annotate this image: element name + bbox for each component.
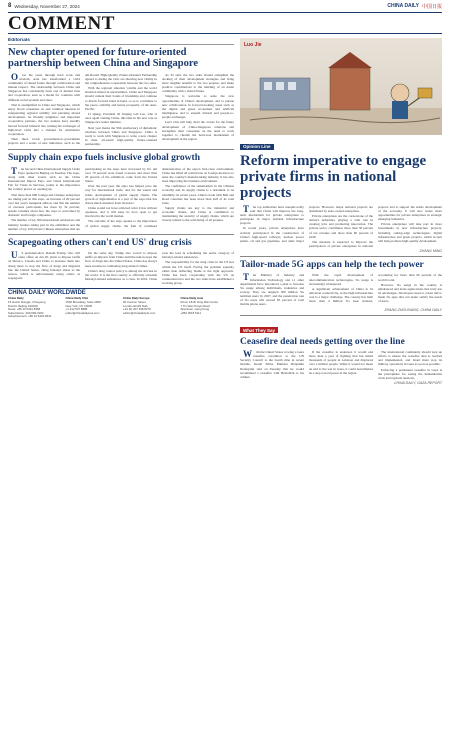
editorial-headline: New chapter opened for future-oriented partnership between China and Singapore (8, 47, 199, 70)
paragraph: Private enterprises are the cornerstone of the nation's industries, playing a vital role in creating jobs and promoting innovation. The private sector contributes more than 50 percent of tax revenue and more than 60 percent of GDP. (309, 213, 373, 239)
cartoon-illustration (240, 38, 442, 135)
scapegoat-headline: Scapegoating others can't end US' drug crisis (8, 237, 192, 248)
paragraph: Singapore is welcome to seize the new opportunities of China's development, and to pursue new collaboration in forward-looking areas such as the digital and green economies and artificial intelligence, and to expand cultural and people-to-people exchanges. (162, 94, 234, 120)
footer-heading: CHINA DAILY WORLDWIDE (8, 290, 86, 297)
paragraph: With the United States vowing a Gaza ceasefire resolution at the UN Security Council to the fourth time in recent months, Israeli Prime Minister Benjamin Netanyahu said on Tuesday that he would recommend a ceasefire with Hezbollah to his cabinet. (240, 348, 304, 379)
divider (8, 149, 234, 150)
office-line: +852 2518 5111 (180, 310, 202, 315)
scapegoat-body (8, 251, 234, 285)
paragraph: Next year marks the 35th anniversary of diplomatic relations between China and Singapore. China is ready to work with Singapore to write a new chapter in their all-round high-quality future-oriented partnership. (85, 125, 157, 147)
tailor-body (240, 273, 442, 306)
footer-office (123, 297, 177, 319)
office-line: +44 (0) 207 398 8270 (123, 307, 151, 312)
paragraph: That more than 600 foreign and Chinese enterprises are taking part in this expo, an increase of 20 percent over last year's inaugural edition, and that the number of overseas participants has risen by 32 percent, speaks volumes about how the expo is welcomed by domestic and foreign companies. (8, 192, 80, 218)
section-masthead (8, 12, 442, 34)
tailor-byline: ZHANG ZHOUXIANG, CHINA DAILY (384, 307, 442, 312)
paragraph: China would not have achieved what it has without openness, and it will keep its door open to get involved in the world market. (85, 205, 157, 219)
illustrator-credit: Luo Jie (244, 42, 262, 48)
office-line: Advertisement: +86 10 6491 8631 (8, 314, 52, 319)
section-title: COMMENT (8, 13, 115, 34)
office-line: Aberdeen, Hong Kong (180, 307, 210, 312)
opinion-body (240, 205, 442, 249)
office-line: Room 1818, Hing Wai Centre (180, 300, 219, 304)
office-line: editor@chinadailyuk.com (123, 310, 156, 315)
ceasefire-body (240, 350, 442, 380)
editorial-body (8, 73, 234, 147)
footer-office (8, 297, 62, 319)
supply-chain-article (8, 153, 234, 231)
office-line: London EC4N 6HA (123, 303, 148, 308)
paragraph: Supply chains are key to the industrial and economic chains, and China is committed to maintaining the security of supply chains, which are closely related to the well-being of all peoples. (162, 205, 234, 223)
divider (240, 315, 442, 316)
office-line: 7 Tin Wan Praya Road (180, 303, 210, 308)
newspaper-logo-cn: 中国日报 (421, 3, 442, 10)
left-column (8, 38, 234, 319)
ceasefire-headline: Ceasefire deal needs getting over the line (240, 336, 405, 347)
paragraph: A significant achievement of China is its universal connectivity, as the high infrastructure cost is a major challenge. The country has built more than 4 million 5G base stations, accounting for more than 60 percent of the world's total. (309, 273, 442, 304)
paragraph: The responsibility for the drug crisis in the US lies within the US itself. Facing the problem squarely rather than deflecting blame is the right approach. China has been cooperating with the US on counternarcotics and the two sides have established a working group. (162, 260, 234, 286)
paragraph: The outcome of the expo speaks to the importance of global supply chains, the fruit of continued demonstration of the expo's first-class environment. China has lifted all restrictions on foreign investors to enter the country's manufacturing industry. It has also been improving the business environment. (85, 166, 234, 228)
paragraph: In recent years, private enterprises have actively participated in the construction of China's high-speed railways, nuclear power plants, oil and gas pipelines, and other major projects. However, major national projects are dominated by state-owned enterprises. (240, 204, 373, 243)
office-name: China Daily Europe (123, 296, 150, 301)
footer-office (181, 297, 235, 319)
footer-office (66, 297, 120, 319)
footer-columns (8, 297, 234, 319)
office-name: China Daily Asia (180, 296, 204, 301)
paragraph: On the same day, Trump also vowed to impose tariffs on imports from China until the nation stops the flow of drugs into the United States. China has always been resolute in combating drug-related crimes. (85, 251, 158, 268)
office-name: China Daily USA (65, 296, 89, 301)
office-line: Subscription: 400-699-0203 (8, 310, 44, 315)
tailor-headline: Tailor-made 5G apps can help the tech power (240, 260, 424, 271)
paragraph: The Second China International Supply Chain Expo opened in Beijing on Tuesday. The expo, along with other events such as the China International Import Expo and China International Fair for Trade in Services, points to the importance the country places on opening up. (8, 165, 80, 192)
paragraph: Private enterprises will take part in more investments in new infrastructure projects, including cutting-edge technologies, digital infrastructure and green projects, which in turn will help promote high-quality development. (378, 222, 442, 243)
paragraph: Over the past year, the expo has helped pave the way for international trade, and for the sound and stable development of global supply chains. The growth of digitalization is a part of the expo that has drawn much attention from investors. (85, 184, 157, 205)
supply-body (8, 167, 234, 231)
opinion-line-tag: Opinion Line (240, 144, 274, 150)
office-name: China Daily (8, 296, 24, 301)
divider (8, 234, 234, 235)
worldwide-footer (8, 288, 234, 319)
right-column (240, 38, 442, 385)
office-line: editor@chinadailyusa.com (65, 310, 100, 315)
office-line: District, Beijing 100029 (8, 303, 38, 308)
paragraph: With the rapid development of telecommunication technologies, 5G usage is increasingly widespread. (309, 273, 373, 286)
issue-date: Wednesday, November 27, 2024 (14, 3, 80, 9)
paragraph: With the regional situation volatile and the world situation mixed in uncertainties, China and Singapore should cement their bonds of friendship and continue to march forward hand in hand, so as to contribute to the peace, stability and future prosperity of the Asia-Pacific. (85, 86, 157, 111)
page-number: 8 (8, 3, 12, 9)
newspaper-logo: CHINA DAILY (387, 3, 419, 9)
paragraph: Li Qiang, President Xi Jinping told Lee, who is once again visiting China, this time in his new role as Singapore's senior minister. (85, 112, 157, 125)
paragraph: US president-elect Donald Trump, who will enter office on Jan 20, plans to impose tariffs on Mexico, Canada and China to pressure them into doing more to stop the flow of drugs and migrants into the United States, citing fentanyl abuse as the reason, which is unfortunately using others as scapegoats. (8, 250, 80, 281)
paragraph: The measure is expected to improve the participation of private enterprises in national projects and to support the stable development of the economy. It will also create more opportunities for private enterprises in strategic emerging industries. (309, 204, 442, 248)
paragraph: The number of top 500 international enterprises and industry leaders taking part in the exhibition and the number of top 100 private Chinese enterprises that are participating in the expo have increased by 62. All over 70 percent were based overseas and more than 20 percent of the exhibitors come from the United States. (8, 166, 157, 231)
office-line: 15 Huixin Dongjie, Chaoyang (8, 300, 46, 304)
office-line: New York, NY 10036 (65, 303, 93, 308)
paragraph: The international community should step up efforts to ensure the ceasefire deal is reached and implemented, and Israel must stop its military operations in Gaza as soon as possible. (378, 349, 442, 367)
editorials-tag: Editorials (8, 38, 234, 45)
paragraph: However, 5G usage in the country is unbalanced and lacks applications that truly use its advantages. Developers need to create tailor-made 5G apps that can better satisfy the needs of users. (378, 282, 442, 304)
paragraph: Their three iconic government-to-government projects and a series of new initiatives, such as the All-Round High-Quality Future-Oriented Partnership agreed to during the visit, are showing new vitality in the comprehensive cooperation between the two sides. (8, 72, 157, 146)
paragraph: As Xi said, the two sides should strengthen the docking of their development strategies and bring more tangible benefits to the two peoples, and make positive contributions to the building of an Asian community with a shared future. (162, 72, 234, 94)
supply-headline: Supply chain expo fuels inclusive global growth (8, 153, 200, 164)
office-line: 1500 Broadway, Suite 2800 (65, 300, 101, 304)
editorial-article (8, 38, 234, 146)
cartoon-drawing (240, 38, 442, 135)
what-they-say-tag: What They Say (240, 327, 278, 333)
paragraph: The Ministry of Industry and Information Technology and 11 other departments have introduced a plan to increase 5G usage among individuals, industries and society. They are targeted 300 million 5G terminal users by 2027, and the penetration rate of 5G users will exceed 85 percent of total mobile phone users. (240, 272, 304, 307)
paragraph: That is exemplified in China and Singapore, which enjoy broad consensus on and common interests in safeguarding regional stability and pursuing shared development. As friendly neighbors and important cooperative partners, the two nations have steadily moved forward bilateral ties, turning the exchanges of high-level visits into a channel for substantive cooperation. (8, 102, 80, 136)
paragraph: Lee's visit will help chart the course for the future development of China-Singapore relations and strengthen their consensus on the need to work together to cherish the hard-won momentum of development in the region. (162, 120, 234, 141)
paragraph: If the ceasefire is endorsed, it would end more than a year of fighting that has killed thousands of people in Lebanon and displaced over a million people. While it would not mean an end to the war in Gaza, it could nevertheless be a step toward peace in the region. (309, 349, 373, 375)
opinion-headline: Reform imperative to engage private firms in national projects (240, 153, 427, 202)
office-line: 90 Cannon Street (123, 300, 146, 304)
paragraph: The confidence of the stakeholders in the Chinese economy and its supply chains is a testament to its reliability. In recent years, China's trade with Belt and Road countries has been more than half of its total trade. (162, 184, 234, 205)
office-line: News: +86 10 6491 8366 (8, 307, 41, 312)
office-line: +1 212 537 8888 (65, 307, 88, 312)
divider (240, 256, 442, 257)
paragraph: Over the years through hard work and wisdom, Asia has transformed a vivid community of shared future through collaboration and mutual respect. The relationship between China and Singapore has consistently been one of mutual trust and cooperation, seen as a model for countries with different social systems and sizes. (8, 71, 80, 102)
ceasefire-byline: CHINA DAILY, GAZA REPORT (393, 380, 442, 385)
paragraph: The top authorities have unequivocally said that China will improve the long-term mechanism for private enterprises to participate in major national infrastructure projects. (240, 203, 304, 226)
opinion-byline: ZHANG MING (419, 249, 442, 254)
scapegoat-article (8, 238, 234, 286)
paragraph: China's drug control policy is among the strictest in the world. It is the first country to officially schedule fentanyl-related substances as a class. In 2019, China took the lead in scheduling the entire category of fentanyl-related substances. (85, 251, 234, 282)
top-bar (0, 0, 450, 12)
paragraph: Enforcing a permanent ceasefire in Gaza is the prerequisite for easing the humanitarian crisis and regional tensions. (378, 367, 442, 380)
